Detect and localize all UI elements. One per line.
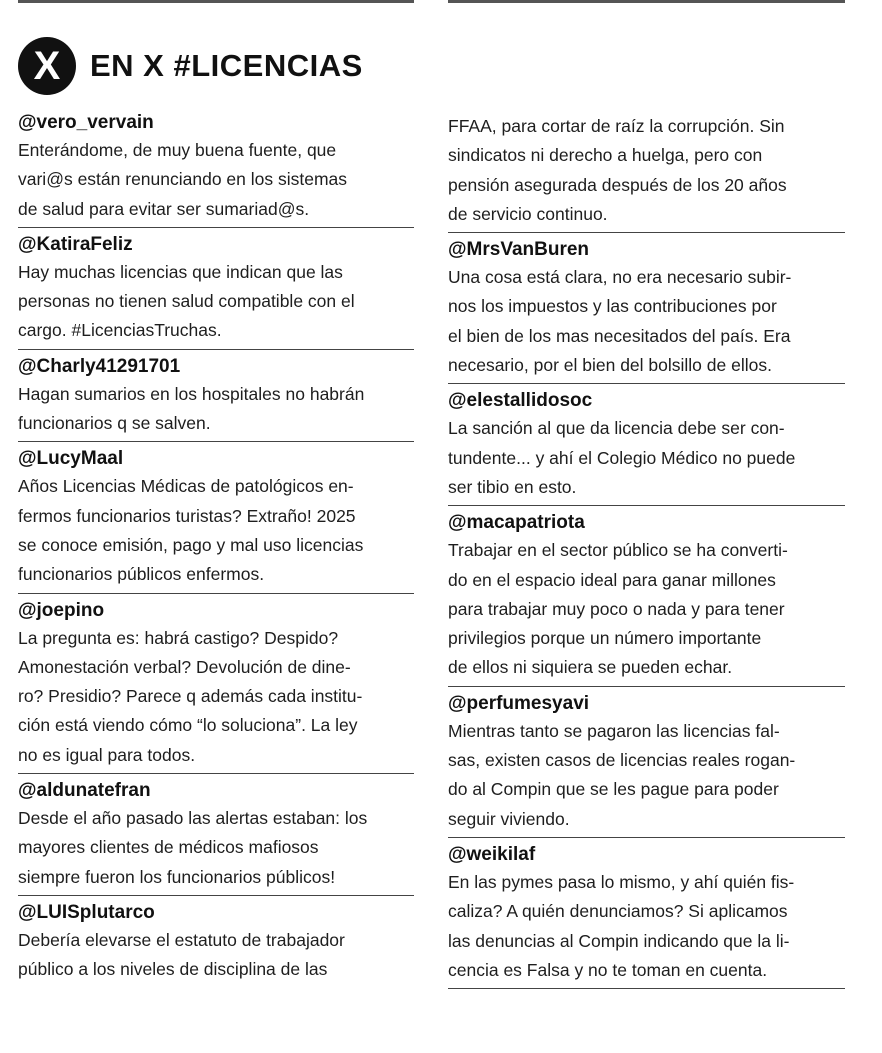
tweet-text-line: para trabajar muy poco o nada y para tener: [448, 598, 785, 619]
tweet-text-line: siempre fueron los funcionarios públicos!: [18, 866, 336, 887]
tweet-entry: [448, 838, 845, 989]
tweet-text-line: de salud para evitar ser sumariad@s.: [18, 198, 310, 219]
tweet-text-line: mayores clientes de médicos mafiosos: [18, 837, 319, 858]
tweet-handle: @weikilaf: [448, 843, 536, 865]
tweet-text-line: Años Licencias Médicas de patológicos en-: [18, 476, 354, 497]
tweet-entry: [18, 774, 414, 896]
tweet-entry: [18, 228, 414, 350]
tweet-text-line: de ellos ni siquiera se pueden echar.: [448, 657, 733, 678]
tweet-text-line: tundente... y ahí el Colegio Médico no puede: [448, 447, 796, 468]
tweet-text-line: ser tibio en esto.: [448, 476, 577, 497]
tweet-handle: @LUISplutarco: [18, 901, 155, 923]
tweet-text-line: funcionarios públicos enfermos.: [18, 564, 265, 585]
tweet-text-line: sindicatos ni derecho a huelga, pero con: [448, 145, 763, 166]
tweet-entry: [18, 110, 414, 228]
tweet-text-line: ción está viendo cómo “lo soluciona”. La ley: [18, 715, 358, 736]
tweet-text-line: cargo. #LicenciasTruchas.: [18, 320, 222, 341]
tweet-continuation: [448, 112, 845, 233]
tweet-handle: @vero_vervain: [18, 112, 154, 133]
tweet-text-line: cencia es Falsa y no te toman en cuenta.: [448, 959, 768, 980]
tweet-handle: @perfumesyavi: [448, 692, 590, 714]
tweet-text-line: Hay muchas licencias que indican que las: [18, 261, 343, 282]
tweet-text-line: pensión asegurada después de los 20 años: [448, 174, 787, 195]
tweet-text-line: no es igual para todos.: [18, 744, 196, 765]
tweet-handle: @aldunatefran: [18, 780, 151, 802]
tweet-text-line: fermos funcionarios turistas? Extraño! 2025: [18, 505, 356, 526]
tweet-text-line: caliza? A quién denunciamos? Si aplicamos: [448, 901, 788, 922]
tweet-handle: @Charly41291701: [18, 355, 181, 377]
section-title: EN X #LICENCIAS: [90, 48, 363, 83]
tweet-entry: [18, 350, 414, 443]
tweet-text-line: Trabajar en el sector público se ha converti-: [448, 540, 788, 561]
tweet-text-line: nos los impuestos y las contribuciones por: [448, 296, 777, 317]
tweet-handle: @macapatriota: [448, 512, 585, 534]
tweet-text-line: personas no tienen salud compatible con el: [18, 291, 355, 312]
tweet-handle: @LucyMaal: [18, 448, 124, 470]
tweet-entry: [448, 233, 845, 384]
tweet-text-line: vari@s están renunciando en los sistemas: [18, 169, 348, 190]
top-rule-right: [448, 0, 845, 3]
tweet-entry: [448, 384, 845, 506]
tweet-handle: @KatiraFeliz: [18, 233, 133, 255]
tweet-text-line: las denuncias al Compin indicando que la li-: [448, 930, 790, 951]
tweet-entry: [18, 594, 414, 774]
tweet-entry: [448, 506, 845, 686]
tweet-text-line: seguir viviendo.: [448, 808, 570, 829]
tweet-entry: [18, 896, 414, 988]
tweet-text-line: Hagan sumarios en los hospitales no habrán: [18, 383, 365, 404]
tweet-text-line: FFAA, para cortar de raíz la corrupción. Sin: [448, 116, 785, 136]
tweet-text-line: La pregunta es: habrá castigo? Despido?: [18, 627, 339, 648]
tweet-text-line: Mientras tanto se pagaron las licencias fal-: [448, 720, 780, 741]
tweet-text-line: funcionarios q se salven.: [18, 413, 211, 434]
tweet-text-line: La sanción al que da licencia debe ser con-: [448, 418, 785, 439]
section-header: [18, 36, 363, 96]
tweet-handle: @joepino: [18, 599, 105, 621]
tweet-text-line: se conoce emisión, pago y mal uso licencias: [18, 534, 364, 555]
tweet-text-line: Enterándome, de muy buena fuente, que: [18, 140, 337, 160]
tweet-text-line: privilegios porque un número importante: [448, 628, 762, 649]
tweet-text-line: Desde el año pasado las alertas estaban: los: [18, 808, 368, 829]
tweet-text-line: el bien de los mas necesitados del país. Era: [448, 325, 791, 346]
right-column: [448, 112, 845, 989]
tweet-text-line: de servicio continuo.: [448, 203, 608, 224]
x-logo-icon: [18, 37, 76, 95]
tweet-text-line: ro? Presidio? Parece q además cada institu-: [18, 686, 363, 707]
tweet-text-line: Una cosa está clara, no era necesario subir-: [448, 267, 792, 288]
tweet-text-line: público a los niveles de disciplina de las: [18, 959, 328, 980]
tweet-text-line: sas, existen casos de licencias reales rogan-: [448, 750, 796, 771]
tweet-text-line: do al Compin que se les pague para poder: [448, 779, 779, 800]
left-column: [18, 110, 414, 988]
tweet-handle: @MrsVanBuren: [448, 239, 590, 261]
tweet-handle: @elestallidosoc: [448, 390, 593, 412]
tweet-text-line: Amonestación verbal? Devolución de dine-: [18, 656, 351, 677]
tweet-entry: [18, 442, 414, 593]
top-rule-left: [18, 0, 414, 3]
x-logo-letter: X: [33, 44, 61, 88]
tweet-text-line: En las pymes pasa lo mismo, y ahí quién fis-: [448, 871, 795, 892]
tweet-text-line: necesario, por el bien del bolsillo de ellos.: [448, 355, 772, 376]
tweet-text-line: Debería elevarse el estatuto de trabajador: [18, 929, 345, 950]
tweet-entry: [448, 687, 845, 838]
tweet-text-line: do en el espacio ideal para ganar millones: [448, 569, 776, 590]
